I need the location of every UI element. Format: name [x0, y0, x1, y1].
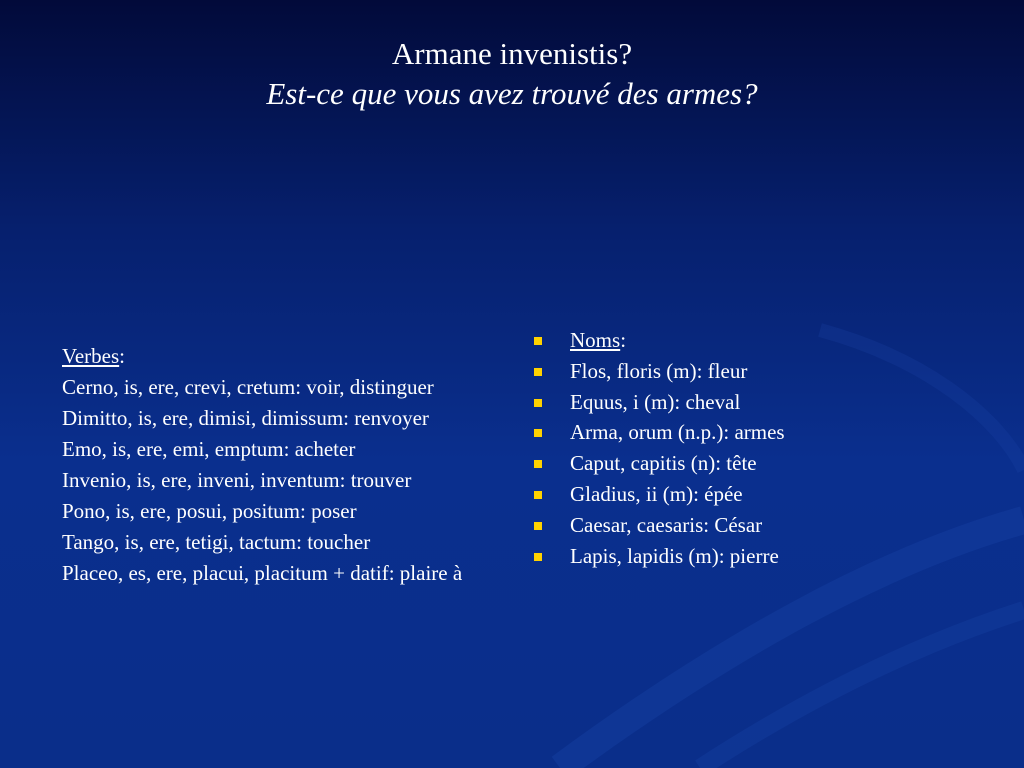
verb-line: Placeo, es, ere, placui, placitum + datif: plaire à — [62, 561, 463, 585]
verbs-heading — [62, 344, 502, 369]
nouns-heading-colon: : — [620, 328, 627, 352]
square-bullet-icon — [534, 368, 542, 376]
square-bullet-icon — [534, 491, 542, 499]
verb-line: Pono, is, ere, posui, positum: poser — [62, 499, 357, 523]
noun-item — [532, 420, 992, 445]
slide-title — [0, 34, 1024, 114]
nouns-heading-label: Noms — [570, 328, 621, 352]
verb-line: Tango, is, ere, tetigi, tactum: toucher — [62, 530, 371, 554]
noun-text: Caesar, caesaris: César — [570, 512, 763, 537]
noun-item — [532, 482, 992, 507]
nouns-column — [532, 328, 992, 574]
square-bullet-icon — [534, 399, 542, 407]
title-main: Armane invenistis? — [391, 36, 633, 71]
square-bullet-icon — [534, 553, 542, 561]
square-bullet-icon — [534, 429, 542, 437]
noun-text: Gladius, ii (m): épée — [570, 481, 743, 506]
verb-line: Emo, is, ere, emi, emptum: acheter — [62, 437, 356, 461]
verbs-heading-label: Verbes — [62, 344, 120, 368]
noun-text: Caput, capitis (n): tête — [570, 451, 757, 476]
noun-item — [532, 359, 992, 384]
verb-line: Invenio, is, ere, inveni, inventum: trouver — [62, 468, 412, 492]
verb-line: Cerno, is, ere, crevi, cretum: voir, distinguer — [62, 375, 434, 399]
title-sub: Est-ce que vous avez trouvé des armes? — [266, 76, 758, 111]
nouns-heading — [532, 328, 992, 353]
square-bullet-icon — [534, 337, 542, 345]
noun-item — [532, 390, 992, 415]
noun-text: Arma, orum (n.p.): armes — [570, 420, 785, 445]
verbs-heading-colon: : — [119, 344, 125, 368]
square-bullet-icon — [534, 460, 542, 468]
noun-item — [532, 544, 992, 569]
noun-item — [532, 451, 992, 476]
noun-text: Lapis, lapidis (m): pierre — [570, 543, 779, 568]
noun-text: Flos, floris (m): fleur — [570, 358, 748, 383]
noun-text: Equus, i (m): cheval — [570, 389, 741, 414]
square-bullet-icon — [534, 522, 542, 530]
verb-line: Dimitto, is, ere, dimisi, dimissum: renvoyer — [62, 406, 429, 430]
noun-item — [532, 513, 992, 538]
verbs-column — [62, 344, 502, 592]
